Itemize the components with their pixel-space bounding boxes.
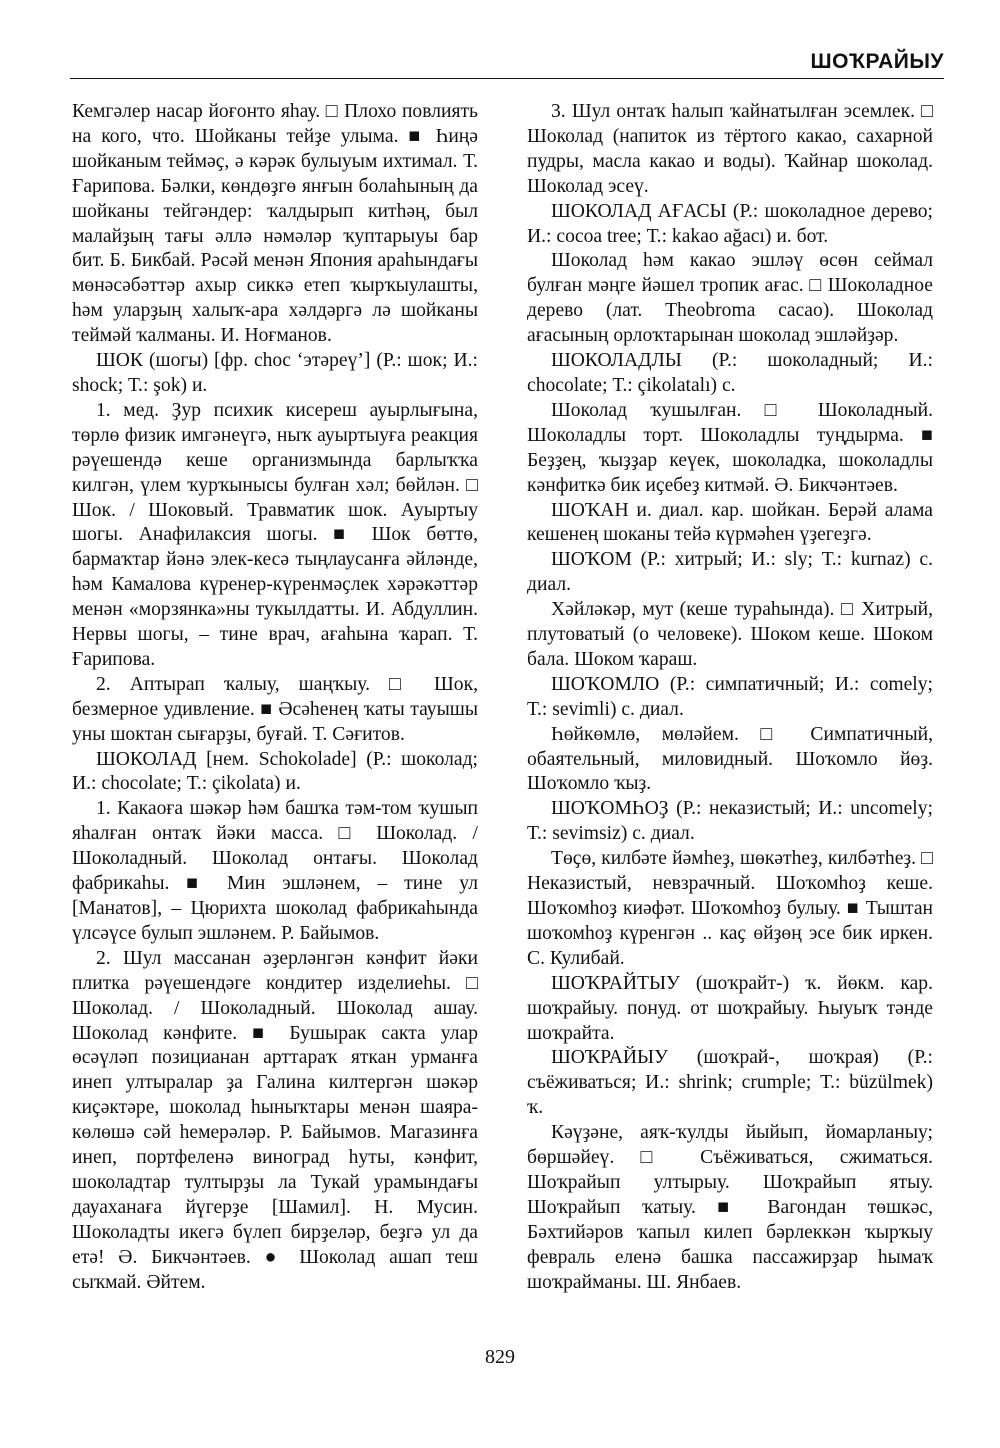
sense-shokolad-3: 3. Шул онтаҡ һалып ҡайнатылған эсемлек. □ Шоколад (напиток из тёртого какао, сахарной пудры, масла какао и воды). Ҡайнар шоколад. Шоколад эсеү. [527,101,933,197]
headword-shokolad-agasy: ШОКОЛАД АҒАСЫ (Р.: шоколадное дерево; И.: cocoa tree; Т.: kakao ağacı) и. бот. [527,200,933,247]
headword-shokomhoz: ШОҠОМҺОҘ (Р.: неказистый; И.: uncomely; Т.: sevimsiz) с. диал. [527,798,933,845]
definition-shokraiyu: Кәүҙәне, аяҡ-ҡулды йыйып, йомарланыу; бөршәйеү. □ Съёживаться, сжиматься. Шоҡрайып ултырыу. Шоҡрайып ятыу. Шоҡрайып ҡатыу. ■ Вагондан төшкәс, Бәхтийәров ҡапыл килеп бәрлеккән ҡырҡыу февраль еленә башка пассажирҙар һымаҡ шоҡрайманы. Ш. Янбаев. [527,1122,933,1293]
definition-shokolad-agasy: Шоколад һәм какао эшләү өсөн сеймал булған мәңге йәшел тропик ағас. □ Шоколадное дерево (лат. Theobroma cacao). Шоколад ағасының орлоҡтарынан шоколад эшләйҙәр. [527,250,933,347]
headword-shokraiyu: ШОҠРАЙЫУ (шоҡрай-, шоҡрая) (Р.: съёживаться; И.: shrink; crumple; Т.: büzülmek) ҡ. [527,1047,933,1119]
page-number: 829 [485,1346,515,1368]
headword-shokom: ШОҠОМ (Р.: хитрый; И.: sly; Т.: kurnaz) с. диал. [527,549,933,596]
definition-shokom: Хәйләкәр, мут (кеше тураһында). □ Хитрый, плутоватый (о человеке). Шоком кеше. Шоком бала. Шоком ҡараш. [527,599,933,670]
headword-shokraityu: ШОҠРАЙТЫУ (шоҡрайт-) ҡ. йөкм. кар. шоҡрайыу. понуд. от шоҡрайыу. Һыуыҡ тәнде шоҡрайта. [527,972,933,1044]
sense-shokolad-1: 1. Какаоға шәкәр һәм башҡа тәм-том ҡушып яһалған онтаҡ йәки масса. □ Шоколад. / Шоколадный. Шоколад онтағы. Шоколад фабрикаһы. ■ Мин эшләнем, – тине ул [Манатов], – Цюрихта шоколад фабрикаһында үлсәүсе булып эшләнем. Р. Байымов. [72,798,478,944]
headword-shokoladly: ШОКОЛАДЛЫ (Р.: шоколадный; И.: chocolate; Т.: çikolatalı) с. [527,350,933,396]
sense-shok-2: 2. Аптырап ҡалыу, шаңҡыу. □ Шок, безмерное удивление. ■ Әсәһенең ҡаты тауышы уны шоктан сығарҙы, буғай. Т. Сәғитов. [72,673,478,745]
right-column [527,100,933,1296]
definition-shokomlo: Һөйкөмлө, мөләйем. □ Симпатичный, обаятельный, миловидный. Шоҡомло йөҙ. Шоҡомло ҡыҙ. [527,723,933,795]
headword-shok: ШОК (шогы) [фр. choc ‘этәреү’] (Р.: шок; И.: shock; Т.: şok) и. [72,350,478,396]
definition-shokomhoz: Төҫө, килбәте йәмһеҙ, шөкәтһеҙ, килбәтһеҙ. □ Неказистый, невзрачный. Шоҡомһоҙ кеше. Шоҡомһоҙ киәфәт. Шоҡомһоҙ булыу. ■ Тыштан шоҡомһоҙ күренгән .. каҫ өйҙөң эсе бик иркен. С. Кулибай. [527,848,933,969]
sense-shok-1: 1. мед. Ҙур психик кисереш ауырлығына, төрлө физик имгәнеүгә, ныҡ ауыртыуға реакция рәүешендә кеше организмында барлыҡҡа килгән, үлем ҡурҡынысы булған хәл; бөйлән. □ Шок. / Шоковый. Травматик шок. Ауыртыу шогы. Анафилаксия шогы. ■ Шок бөттө, бармаҡтар йәнә элек-кесә тыңлаусанға әйләнде, һәм Камалова күренер-күренмәҫлек хәрәкәттәр менән «морзянка»ны тукылдатты. И. Абдуллин. Нервы шогы, – тине врач, ағаһына ҡарап. Т. Ғарипова. [72,399,478,670]
page-header [70,50,944,79]
entry-continuation: Кемгәлер насар йоғонто яһау. □ Плохо повлиять на кого, что. Шойканы тейҙе улыма. ■ Һиңә шойканым теймәҫ, ә кәрәк булыуым ихтимал. Т. Ғарипова. Бәлки, көндөҙгө янғын болаһының да шойканы тейгәндер: ҡалдырып китһәң, был малайҙың тағы әллә нәмәләр ҡуптарыуы бар бит. Б. Бикбай. Рәсәй менән Япония араһындағы мөнәсәбәттәр ахыр сиккә етеп ҡырҡыулашты, һәм уларҙың халыҡ-ара хәлдәргә лә шойканы теймәй ҡалманы. И. Ноғманов. [72,101,478,347]
running-head: ШОҠРАЙЫУ [810,50,944,73]
headword-shokolad: ШОКОЛАД [нем. Schokolade] (Р.: шоколад; И.: chocolate; Т.: çikolata) и. [72,748,478,795]
left-column [72,100,478,1296]
definition-shokoladly: Шоколад ҡушылған. □ Шоколадный. Шоколадлы торт. Шоколадлы туңдырма. ■ Беҙҙең, ҡыҙҙар кеүек, шоколадка, шоколадлы кәнфиткә бик иҫебеҙ китмәй. Ә. Бикчәнтәев. [527,399,933,496]
headword-shokan: ШОҠАН и. диал. кар. шойкан. Берәй алама кешенең шоканы тейә күрмәһен үҙегеҙгә. [527,499,933,546]
headword-shokomlo: ШОҠОМЛО (Р.: симпатичный; И.: comely; Т.: sevimli) с. диал. [527,673,933,720]
sense-shokolad-2: 2. Шул массанан әҙерләнгән кәнфит йәки плитка рәүешендәге кондитер изделиеһы. □ Шоколад. / Шоколадный. Шоколад ашау. Шоколад кәнфите. ■ Бушырак сакта улар өсәүләп позицианан арттараҡ яткан урманға инеп ултыралар ҙа Галина килтергән шәкәр киҫәктәре, шоколад һыныҡтары менән шаяра-көлөшә сәй һемерәләр. Р. Байымов. Магазинға инеп, портфеленә виноград һуты, кәнфит, шоколадтар тултырҙы ла Тукай урамындағы дауаханаға йүгерҙе [Шамил]. Н. Мусин. Шоколадты икегә бүлеп бирҙеләр, беҙгә ул да етә! Ә. Бикчәнтәев. ● Шоколад ашап теш сыҡмай. Әйтем. [72,947,478,1293]
